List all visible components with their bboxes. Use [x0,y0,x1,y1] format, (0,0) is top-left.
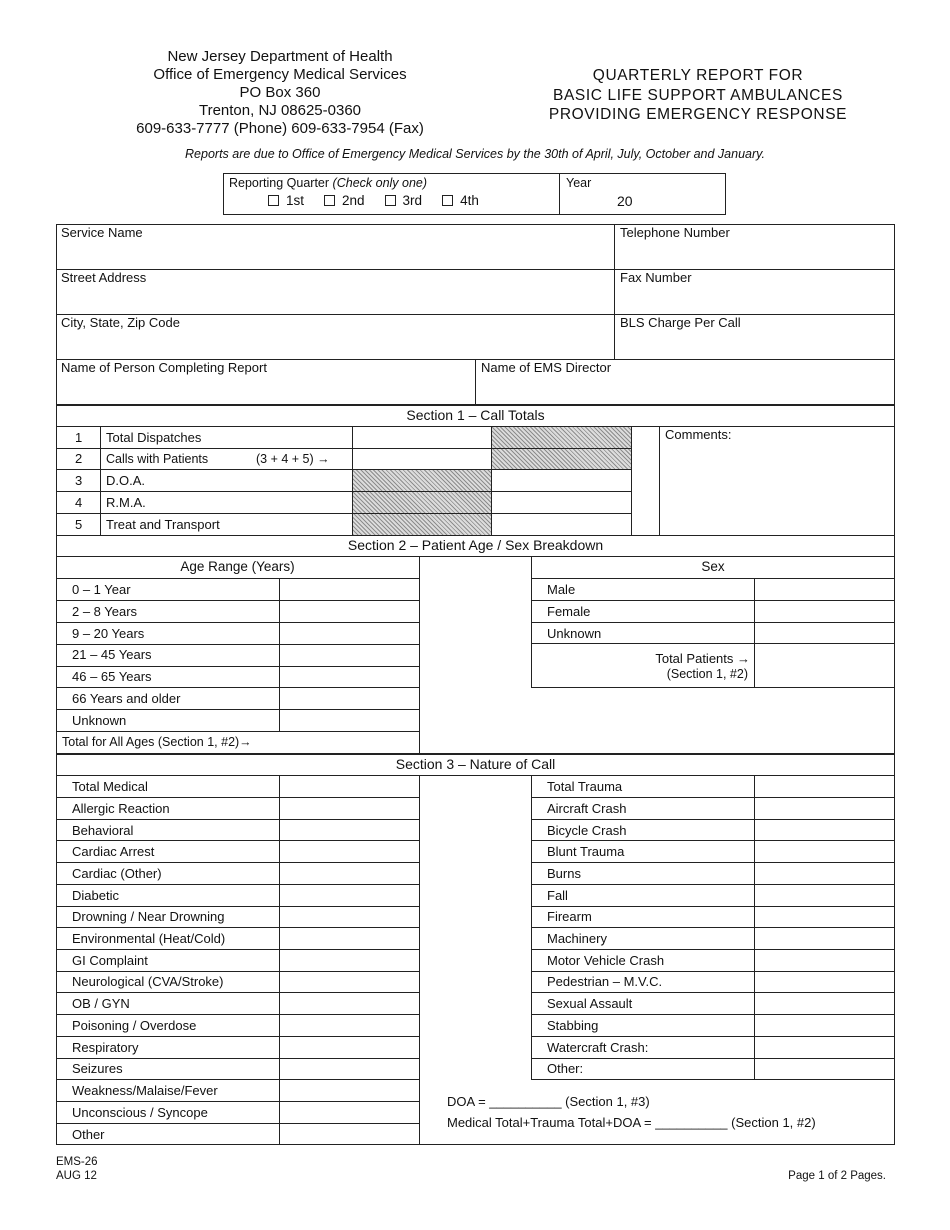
checkbox[interactable] [268,195,279,206]
trauma-row-label: Sexual Assault [547,996,633,1011]
total-trauma-label: Total Trauma [547,779,623,794]
divider [56,731,419,732]
medical-row-label: Behavioral [72,823,134,838]
divider [614,224,615,359]
divider [100,426,101,535]
divider [56,469,632,470]
divider [531,600,895,601]
divider [531,797,895,798]
divider [419,775,420,1144]
divider [531,819,895,820]
medical-row-label: OB / GYN [72,996,130,1011]
divider [419,556,420,753]
divider [531,1079,895,1080]
trauma-row-label: Firearm [547,909,592,924]
divider [531,906,895,907]
divider [56,927,419,928]
calls-with-patients-label: Calls with Patients [106,452,209,466]
form-id: EMS-26 [56,1156,98,1168]
divider [56,709,419,710]
medical-row-label: Cardiac Arrest [72,844,155,859]
rma-label: R.M.A. [106,495,146,510]
age-row-label: 0 – 1 Year [72,582,131,597]
divider [56,513,632,514]
divider [56,1123,419,1124]
checkbox[interactable] [324,195,335,206]
sex-header: Sex [701,559,725,574]
divider [531,992,895,993]
trauma-row-label: Bicycle Crash [547,823,627,838]
divider [531,862,895,863]
medical-row-label: Weakness/Malaise/Fever [72,1083,218,1098]
year-label: Year [566,176,592,190]
divider [531,949,895,950]
checkbox[interactable] [442,195,453,206]
divider [531,643,895,644]
sex-male-label: Male [547,582,576,597]
divider [56,797,419,798]
medical-row-label: Environmental (Heat/Cold) [72,931,226,946]
divider [56,687,419,688]
divider [56,448,632,449]
total-medical-label: Total Medical [72,779,148,794]
medical-row-label: Unconscious / Syncope [72,1105,208,1120]
medical-row-label: Poisoning / Overdose [72,1018,197,1033]
divider [56,1014,419,1015]
divider [56,1101,419,1102]
total-patients-label: Total Patients → [655,651,750,666]
doa-formula: DOA = __________ (Section 1, #3) [447,1094,650,1109]
trauma-row-label: Fall [547,888,568,903]
agency-name: New Jersey Department of Health [167,48,393,65]
row-number: 3 [75,473,83,488]
divider [531,840,895,841]
divider [56,840,419,841]
divider [56,314,895,315]
medical-row-label: Neurological (CVA/Stroke) [72,974,224,989]
divider [475,359,476,404]
divider [56,1036,419,1037]
office-name: Office of Emergency Medical Services [153,66,407,83]
quarter-option-1st[interactable]: 1st [268,193,304,208]
city-zip: Trenton, NJ 08625-0360 [198,102,362,119]
title-line-1: QUARTERLY REPORT FOR [592,67,804,84]
contact-line [100,120,460,138]
service-name-field[interactable]: Service Name [61,225,143,240]
medical-row-label: GI Complaint [72,953,148,968]
divider [56,1058,419,1059]
trauma-row-label: Stabbing [547,1018,599,1033]
divider [659,426,660,535]
divider [56,644,419,645]
calls-with-patients-note: (3 + 4 + 5) → [256,452,330,466]
divider [352,426,353,535]
medical-row-label: Diabetic [72,888,119,903]
divider [56,666,419,667]
section-1-title: Section 1 – Call Totals [406,407,545,423]
medical-row-label: Seizures [72,1061,123,1076]
quarter-option-4th[interactable]: 4th [442,193,479,208]
fax-number: 609-633-7954 (Fax) [291,120,424,137]
age-row-label: 21 – 45 Years [72,647,152,662]
divider [56,1079,419,1080]
age-total-label: Total for All Ages (Section 1, #2)→ [62,735,252,749]
divider [631,426,632,535]
sex-female-label: Female [547,604,591,619]
quarter-option-3rd[interactable]: 3rd [385,193,423,208]
trauma-row-label: Blunt Trauma [547,844,625,859]
divider [559,174,560,214]
age-row-label: 9 – 20 Years [72,626,145,641]
divider [56,600,419,601]
row-number: 2 [75,451,83,466]
trauma-row-label: Watercraft Crash: [547,1040,649,1055]
divider [531,578,895,579]
divider [491,426,492,535]
bls-charge-field[interactable]: BLS Charge Per Call [620,315,741,330]
treat-and-transport-label: Treat and Transport [106,517,220,532]
divider [754,578,755,687]
age-row-label: 46 – 65 Years [72,669,152,684]
divider [56,578,419,579]
doa-label: D.O.A. [106,473,146,488]
divider [56,819,419,820]
section-2-title: Section 2 – Patient Age / Sex Breakdown [347,537,604,553]
divider [56,862,419,863]
total-patients-ref: (Section 1, #2) [666,667,748,681]
divider [56,884,419,885]
check-only-one-note: (Check only one) [332,176,428,190]
divider [531,687,895,688]
year-field[interactable]: 20 [617,193,633,209]
trauma-row-label: Burns [547,866,581,881]
divider [531,1014,895,1015]
reporting-quarter-box [223,173,726,215]
divider [56,906,419,907]
row-number: 5 [75,517,83,532]
po-box: PO Box 360 [239,84,321,101]
telephone-number-field[interactable]: Telephone Number [620,225,730,240]
divider [531,884,895,885]
total-dispatches-label: Total Dispatches [106,430,202,445]
age-row-label: Unknown [72,713,127,728]
divider [56,622,419,623]
street-address-field[interactable]: Street Address [61,270,147,285]
medical-row-label: Drowning / Near Drowning [72,909,225,924]
trauma-row-label: Aircraft Crash [547,801,627,816]
divider [531,622,895,623]
age-row-label: 66 Years and older [72,691,181,706]
trauma-row-label: Other: [547,1061,584,1076]
shaded-cell [353,470,491,535]
section-3-title: Section 3 – Nature of Call [395,756,556,772]
divider [56,971,419,972]
divider [531,927,895,928]
person-completing-field[interactable]: Name of Person Completing Report [61,360,267,375]
divider [56,775,895,776]
title-line-2: BASIC LIFE SUPPORT AMBULANCES [553,86,843,104]
form-date: AUG 12 [56,1170,97,1182]
age-range-header: Age Range (Years) [180,559,295,574]
report-title [500,66,896,125]
trauma-row-label: Pedestrian – M.V.C. [547,974,663,989]
divider [531,1058,895,1059]
medical-row-label: Respiratory [72,1040,139,1055]
divider [56,269,895,270]
fax-number-field[interactable]: Fax Number [620,270,692,285]
divider [56,426,895,427]
total-formula: Medical Total+Trauma Total+DOA = __________ (Section 1, #2) [447,1115,816,1130]
trauma-row-label: Machinery [547,931,607,946]
ems-director-field[interactable]: Name of EMS Director [481,360,612,375]
agency-address-block [100,48,460,138]
divider [531,1036,895,1037]
row-number: 1 [75,430,83,445]
phone-number: 609-633-7777 (Phone) [136,120,288,137]
checkbox[interactable] [385,195,396,206]
divider [56,992,419,993]
reporting-quarter-label: Reporting Quarter (Check only one) [229,176,428,190]
divider [279,775,280,1144]
medical-row-label: Other [72,1127,105,1142]
medical-row-label: Cardiac (Other) [72,866,162,881]
divider [56,754,895,755]
age-row-label: 2 – 8 Years [72,604,138,619]
comments-label: Comments: [665,427,732,442]
row-number: 4 [75,495,83,510]
divider [56,491,632,492]
quarter-options [268,193,499,208]
quarter-option-2nd[interactable]: 2nd [324,193,365,208]
city-state-zip-field[interactable]: City, State, Zip Code [61,315,180,330]
sex-unknown-label: Unknown [547,626,602,641]
divider [56,556,895,557]
page-number: Page 1 of 2 Pages. [788,1170,886,1182]
divider [531,971,895,972]
title-line-3: PROVIDING EMERGENCY RESPONSE [548,106,848,123]
divider [56,949,419,950]
medical-row-label: Allergic Reaction [72,801,170,816]
due-date-note: Reports are due to Office of Emergency Medical Services by the 30th of April, July, October and January. [185,147,765,161]
trauma-row-label: Motor Vehicle Crash [547,953,665,968]
